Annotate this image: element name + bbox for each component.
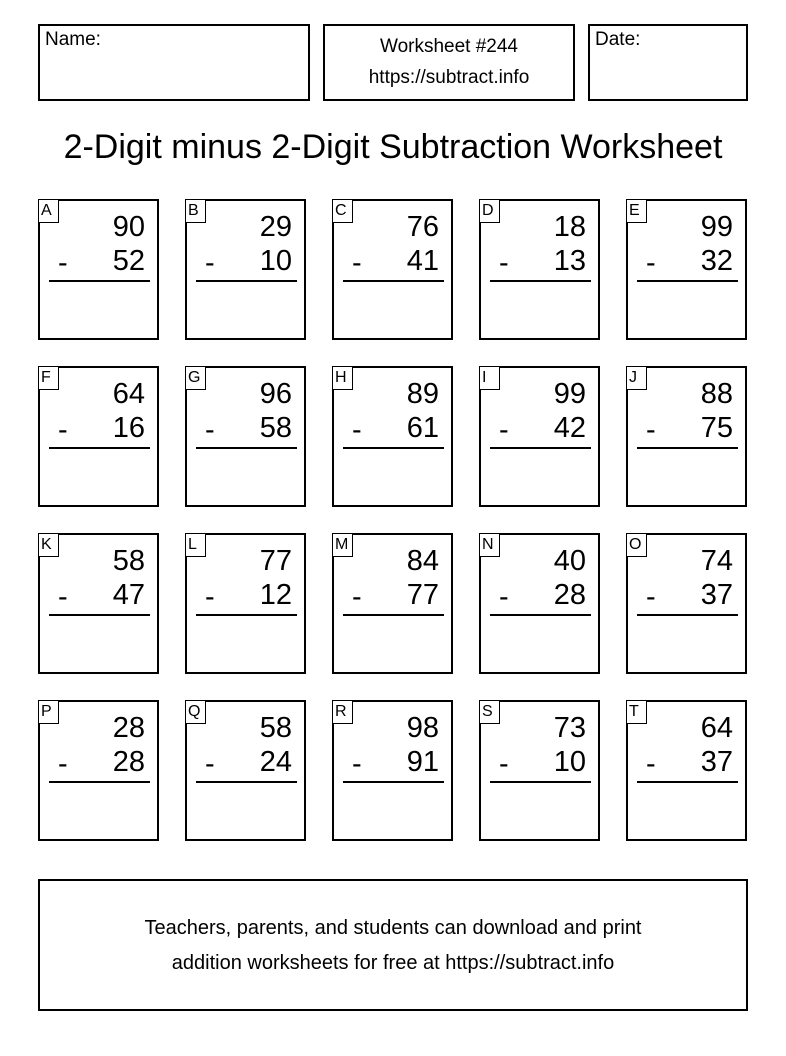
date-label: Date: xyxy=(595,29,641,50)
minuend: 90 xyxy=(112,211,145,243)
problem-card[interactable] xyxy=(185,700,306,841)
problem-card[interactable] xyxy=(332,366,453,507)
problem-card[interactable] xyxy=(626,199,747,340)
worksheet-url[interactable]: https://subtract.info xyxy=(368,67,530,88)
problem-label: P xyxy=(38,700,59,724)
minus-sign: - xyxy=(499,748,509,780)
problem-label: B xyxy=(185,199,206,223)
problem-label: N xyxy=(479,533,500,557)
answer-line xyxy=(343,614,444,616)
subtrahend: 28 xyxy=(553,579,586,611)
answer-line xyxy=(343,447,444,449)
minuend: 77 xyxy=(259,545,292,577)
problem-label: E xyxy=(626,199,647,223)
minus-sign: - xyxy=(646,247,656,279)
answer-line xyxy=(490,614,591,616)
problem-card[interactable] xyxy=(332,533,453,674)
minus-sign: - xyxy=(352,748,362,780)
minuend: 64 xyxy=(700,712,733,744)
minus-sign: - xyxy=(205,748,215,780)
minuend: 89 xyxy=(406,378,439,410)
subtrahend: 47 xyxy=(112,579,145,611)
minus-sign: - xyxy=(352,414,362,446)
problem-card[interactable] xyxy=(332,199,453,340)
problem-card[interactable] xyxy=(626,533,747,674)
answer-line xyxy=(343,781,444,783)
footer-line-2: addition worksheets for free at https://subtract.info xyxy=(171,952,615,974)
problem-label: T xyxy=(626,700,647,724)
subtrahend: 58 xyxy=(259,412,292,444)
subtrahend: 24 xyxy=(259,746,292,778)
minus-sign: - xyxy=(58,748,68,780)
answer-line xyxy=(637,781,738,783)
problem-label: M xyxy=(332,533,353,557)
subtrahend: 41 xyxy=(406,245,439,277)
minus-sign: - xyxy=(499,581,509,613)
answer-line xyxy=(49,280,150,282)
problem-card[interactable] xyxy=(38,199,159,340)
problem-label: S xyxy=(479,700,500,724)
problem-card[interactable] xyxy=(479,366,600,507)
minus-sign: - xyxy=(352,581,362,613)
problem-card[interactable] xyxy=(38,366,159,507)
date-field[interactable] xyxy=(588,24,748,101)
minuend: 74 xyxy=(700,545,733,577)
minus-sign: - xyxy=(205,247,215,279)
problem-label: D xyxy=(479,199,500,223)
problem-label: A xyxy=(38,199,59,223)
problem-label: K xyxy=(38,533,59,557)
problem-card[interactable] xyxy=(332,700,453,841)
minus-sign: - xyxy=(646,581,656,613)
subtrahend: 52 xyxy=(112,245,145,277)
name-field[interactable] xyxy=(38,24,310,101)
problem-label: C xyxy=(332,199,353,223)
problem-card[interactable] xyxy=(185,199,306,340)
minuend: 58 xyxy=(112,545,145,577)
worksheet-info-box xyxy=(323,24,575,101)
problem-card[interactable] xyxy=(479,700,600,841)
problem-label: Q xyxy=(185,700,206,724)
footer-line-1: Teachers, parents, and students can download and print xyxy=(144,917,642,939)
minuend: 73 xyxy=(553,712,586,744)
problem-label: F xyxy=(38,366,59,390)
answer-line xyxy=(196,614,297,616)
problem-card[interactable] xyxy=(626,366,747,507)
answer-line xyxy=(490,781,591,783)
worksheet-number: Worksheet #244 xyxy=(379,36,518,57)
subtrahend: 28 xyxy=(112,746,145,778)
answer-line xyxy=(637,447,738,449)
answer-line xyxy=(49,447,150,449)
problem-label: H xyxy=(332,366,353,390)
minuend: 88 xyxy=(700,378,733,410)
minuend: 18 xyxy=(553,211,586,243)
answer-line xyxy=(49,781,150,783)
minuend: 99 xyxy=(700,211,733,243)
subtrahend: 12 xyxy=(259,579,292,611)
minus-sign: - xyxy=(352,247,362,279)
minuend: 98 xyxy=(406,712,439,744)
subtrahend: 16 xyxy=(112,412,145,444)
problem-label: G xyxy=(185,366,206,390)
minus-sign: - xyxy=(646,414,656,446)
subtrahend: 77 xyxy=(406,579,439,611)
answer-line xyxy=(490,447,591,449)
page-title: 2-Digit minus 2-Digit Subtraction Worksheet xyxy=(63,128,723,166)
subtrahend: 37 xyxy=(700,579,733,611)
minus-sign: - xyxy=(58,414,68,446)
minus-sign: - xyxy=(499,414,509,446)
minuend: 29 xyxy=(259,211,292,243)
footer-box xyxy=(38,879,748,1011)
problem-label: J xyxy=(626,366,647,390)
minuend: 40 xyxy=(553,545,586,577)
answer-line xyxy=(637,280,738,282)
problem-card[interactable] xyxy=(185,533,306,674)
answer-line xyxy=(343,280,444,282)
subtrahend: 42 xyxy=(553,412,586,444)
problem-label: L xyxy=(185,533,206,557)
subtrahend: 91 xyxy=(406,746,439,778)
answer-line xyxy=(196,447,297,449)
minuend: 84 xyxy=(406,545,439,577)
problem-label: R xyxy=(332,700,353,724)
minus-sign: - xyxy=(646,748,656,780)
minuend: 58 xyxy=(259,712,292,744)
minuend: 28 xyxy=(112,712,145,744)
problem-card[interactable] xyxy=(185,366,306,507)
answer-line xyxy=(490,280,591,282)
problem-label: I xyxy=(479,366,500,390)
answer-line xyxy=(196,280,297,282)
minuend: 76 xyxy=(406,211,439,243)
subtrahend: 10 xyxy=(259,245,292,277)
minus-sign: - xyxy=(58,581,68,613)
minuend: 99 xyxy=(553,378,586,410)
problem-card[interactable] xyxy=(38,700,159,841)
subtrahend: 37 xyxy=(700,746,733,778)
problem-card[interactable] xyxy=(479,533,600,674)
subtrahend: 61 xyxy=(406,412,439,444)
subtrahend: 13 xyxy=(553,245,586,277)
subtrahend: 75 xyxy=(700,412,733,444)
problem-card[interactable] xyxy=(38,533,159,674)
answer-line xyxy=(637,614,738,616)
problem-card[interactable] xyxy=(626,700,747,841)
problem-card[interactable] xyxy=(479,199,600,340)
minus-sign: - xyxy=(58,247,68,279)
subtrahend: 10 xyxy=(553,746,586,778)
answer-line xyxy=(196,781,297,783)
name-label: Name: xyxy=(45,29,101,50)
minus-sign: - xyxy=(205,581,215,613)
minus-sign: - xyxy=(499,247,509,279)
answer-line xyxy=(49,614,150,616)
problem-label: O xyxy=(626,533,647,557)
subtrahend: 32 xyxy=(700,245,733,277)
minuend: 64 xyxy=(112,378,145,410)
minuend: 96 xyxy=(259,378,292,410)
minus-sign: - xyxy=(205,414,215,446)
